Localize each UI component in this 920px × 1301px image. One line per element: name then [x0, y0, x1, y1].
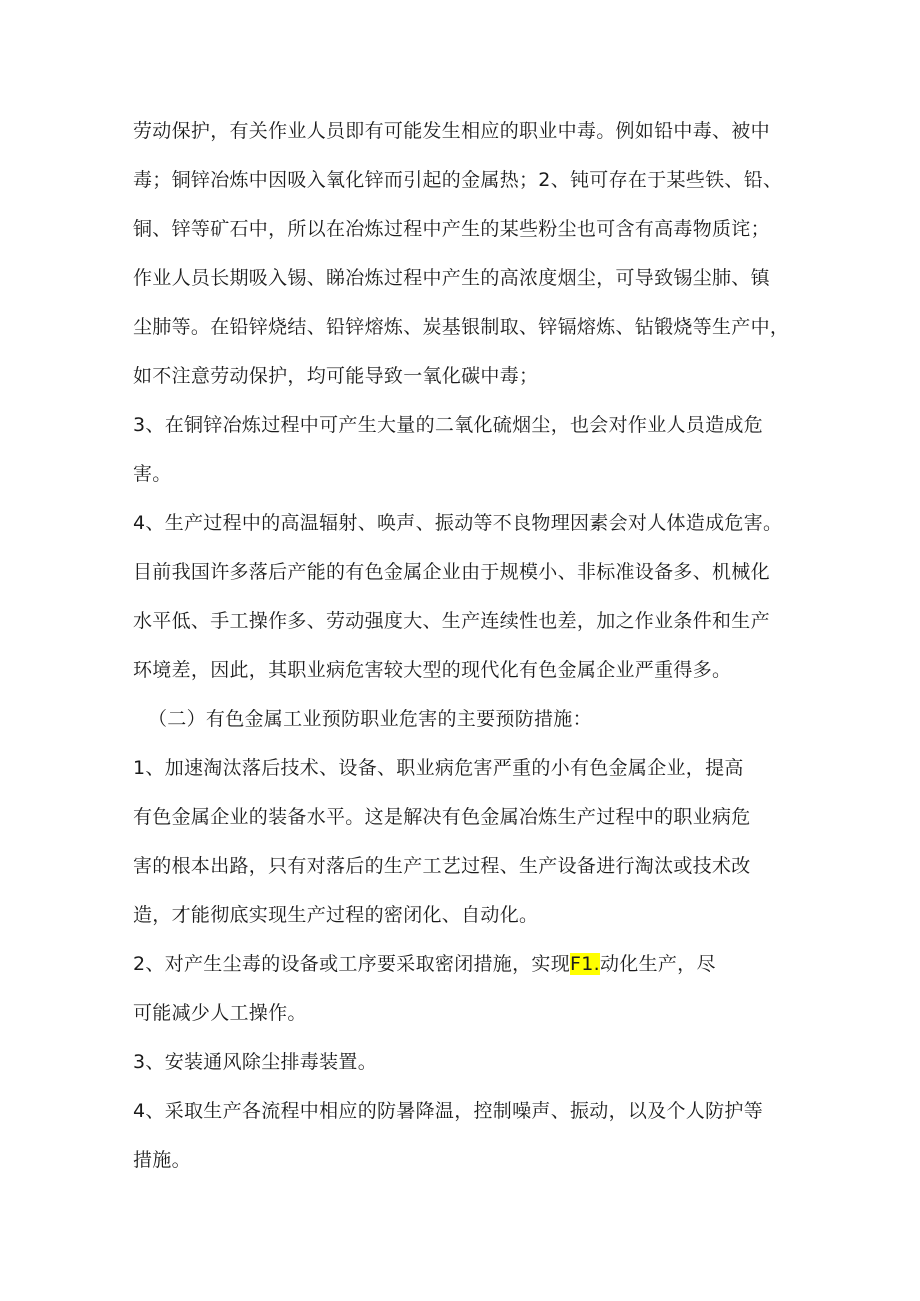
text-line: 目前我国许多落后产能的有色金属企业由于规模小、非标准设备多、机械化 [133, 561, 770, 583]
text-line: 作业人员长期吸入锡、睇冶炼过程中产生的高浓度烟尘，可导致锡尘肺、镇 [133, 267, 770, 289]
text-line: 1、加速淘汰落后技术、设备、职业病危害严重的小有色金属企业，提高 [133, 757, 744, 779]
text-line: 铜、锌等矿石中，所以在冶炼过程中产生的某些粉尘也可含有高毒物质诧； [133, 218, 770, 240]
text-line: 可能减少人工操作。 [133, 1002, 307, 1024]
text-line: 如不注意劳动保护，均可能导致一氧化碳中毒； [133, 365, 539, 387]
text-line: 4、采取生产各流程中相应的防暑降温，控制噪声、振动，以及个人防护等 [133, 1100, 763, 1122]
text-segment: 动化生产，尽 [599, 953, 716, 975]
text-line: 毒；铜锌冶炼中因吸入氧化锌而引起的金属热；2、钝可存在于某些铁、铅、 [133, 169, 783, 191]
section-heading: （二）有色金属工业预防职业危害的主要预防措施： [148, 708, 592, 730]
text-line: 害的根本出路，只有对落后的生产工艺过程、生产设备进行淘汰或技术改 [133, 855, 751, 877]
text-line-with-highlight [133, 949, 716, 979]
text-line: 尘肺等。在铅锌烧结、铅锌熔炼、炭基银制取、锌镉熔炼、钻锻烧等生产中， [133, 316, 790, 338]
text-line: 造，才能彻底实现生产过程的密闭化、自动化。 [133, 904, 539, 926]
text-line: 措施。 [133, 1149, 191, 1171]
text-line: 4、生产过程中的高温辐射、唤声、振动等不良物理因素会对人体造成危害。 [133, 512, 783, 534]
text-segment: 2、对产生尘毒的设备或工序要采取密闭措施，实现 [133, 953, 570, 975]
text-line: 3、安装通风除尘排毒装置。 [133, 1051, 377, 1073]
text-line: 有色金属企业的装备水平。这是解决有色金属冶炼生产过程中的职业病危 [133, 806, 751, 828]
text-line: 3、在铜锌冶炼过程中可产生大量的二氧化硫烟尘，也会对作业人员造成危 [133, 414, 763, 436]
text-line: 劳动保护，有关作业人员即有可能发生相应的职业中毒。例如铅中毒、被中 [133, 120, 770, 142]
text-line: 环境差，因此，其职业病危害较大型的现代化有色金属企业严重得多。 [133, 659, 732, 681]
text-line: 水平低、手工操作多、劳动强度大、生产连续性也差，加之作业条件和生产 [133, 610, 770, 632]
highlighted-text: F1. [570, 953, 600, 975]
text-line: 害。 [133, 463, 172, 485]
